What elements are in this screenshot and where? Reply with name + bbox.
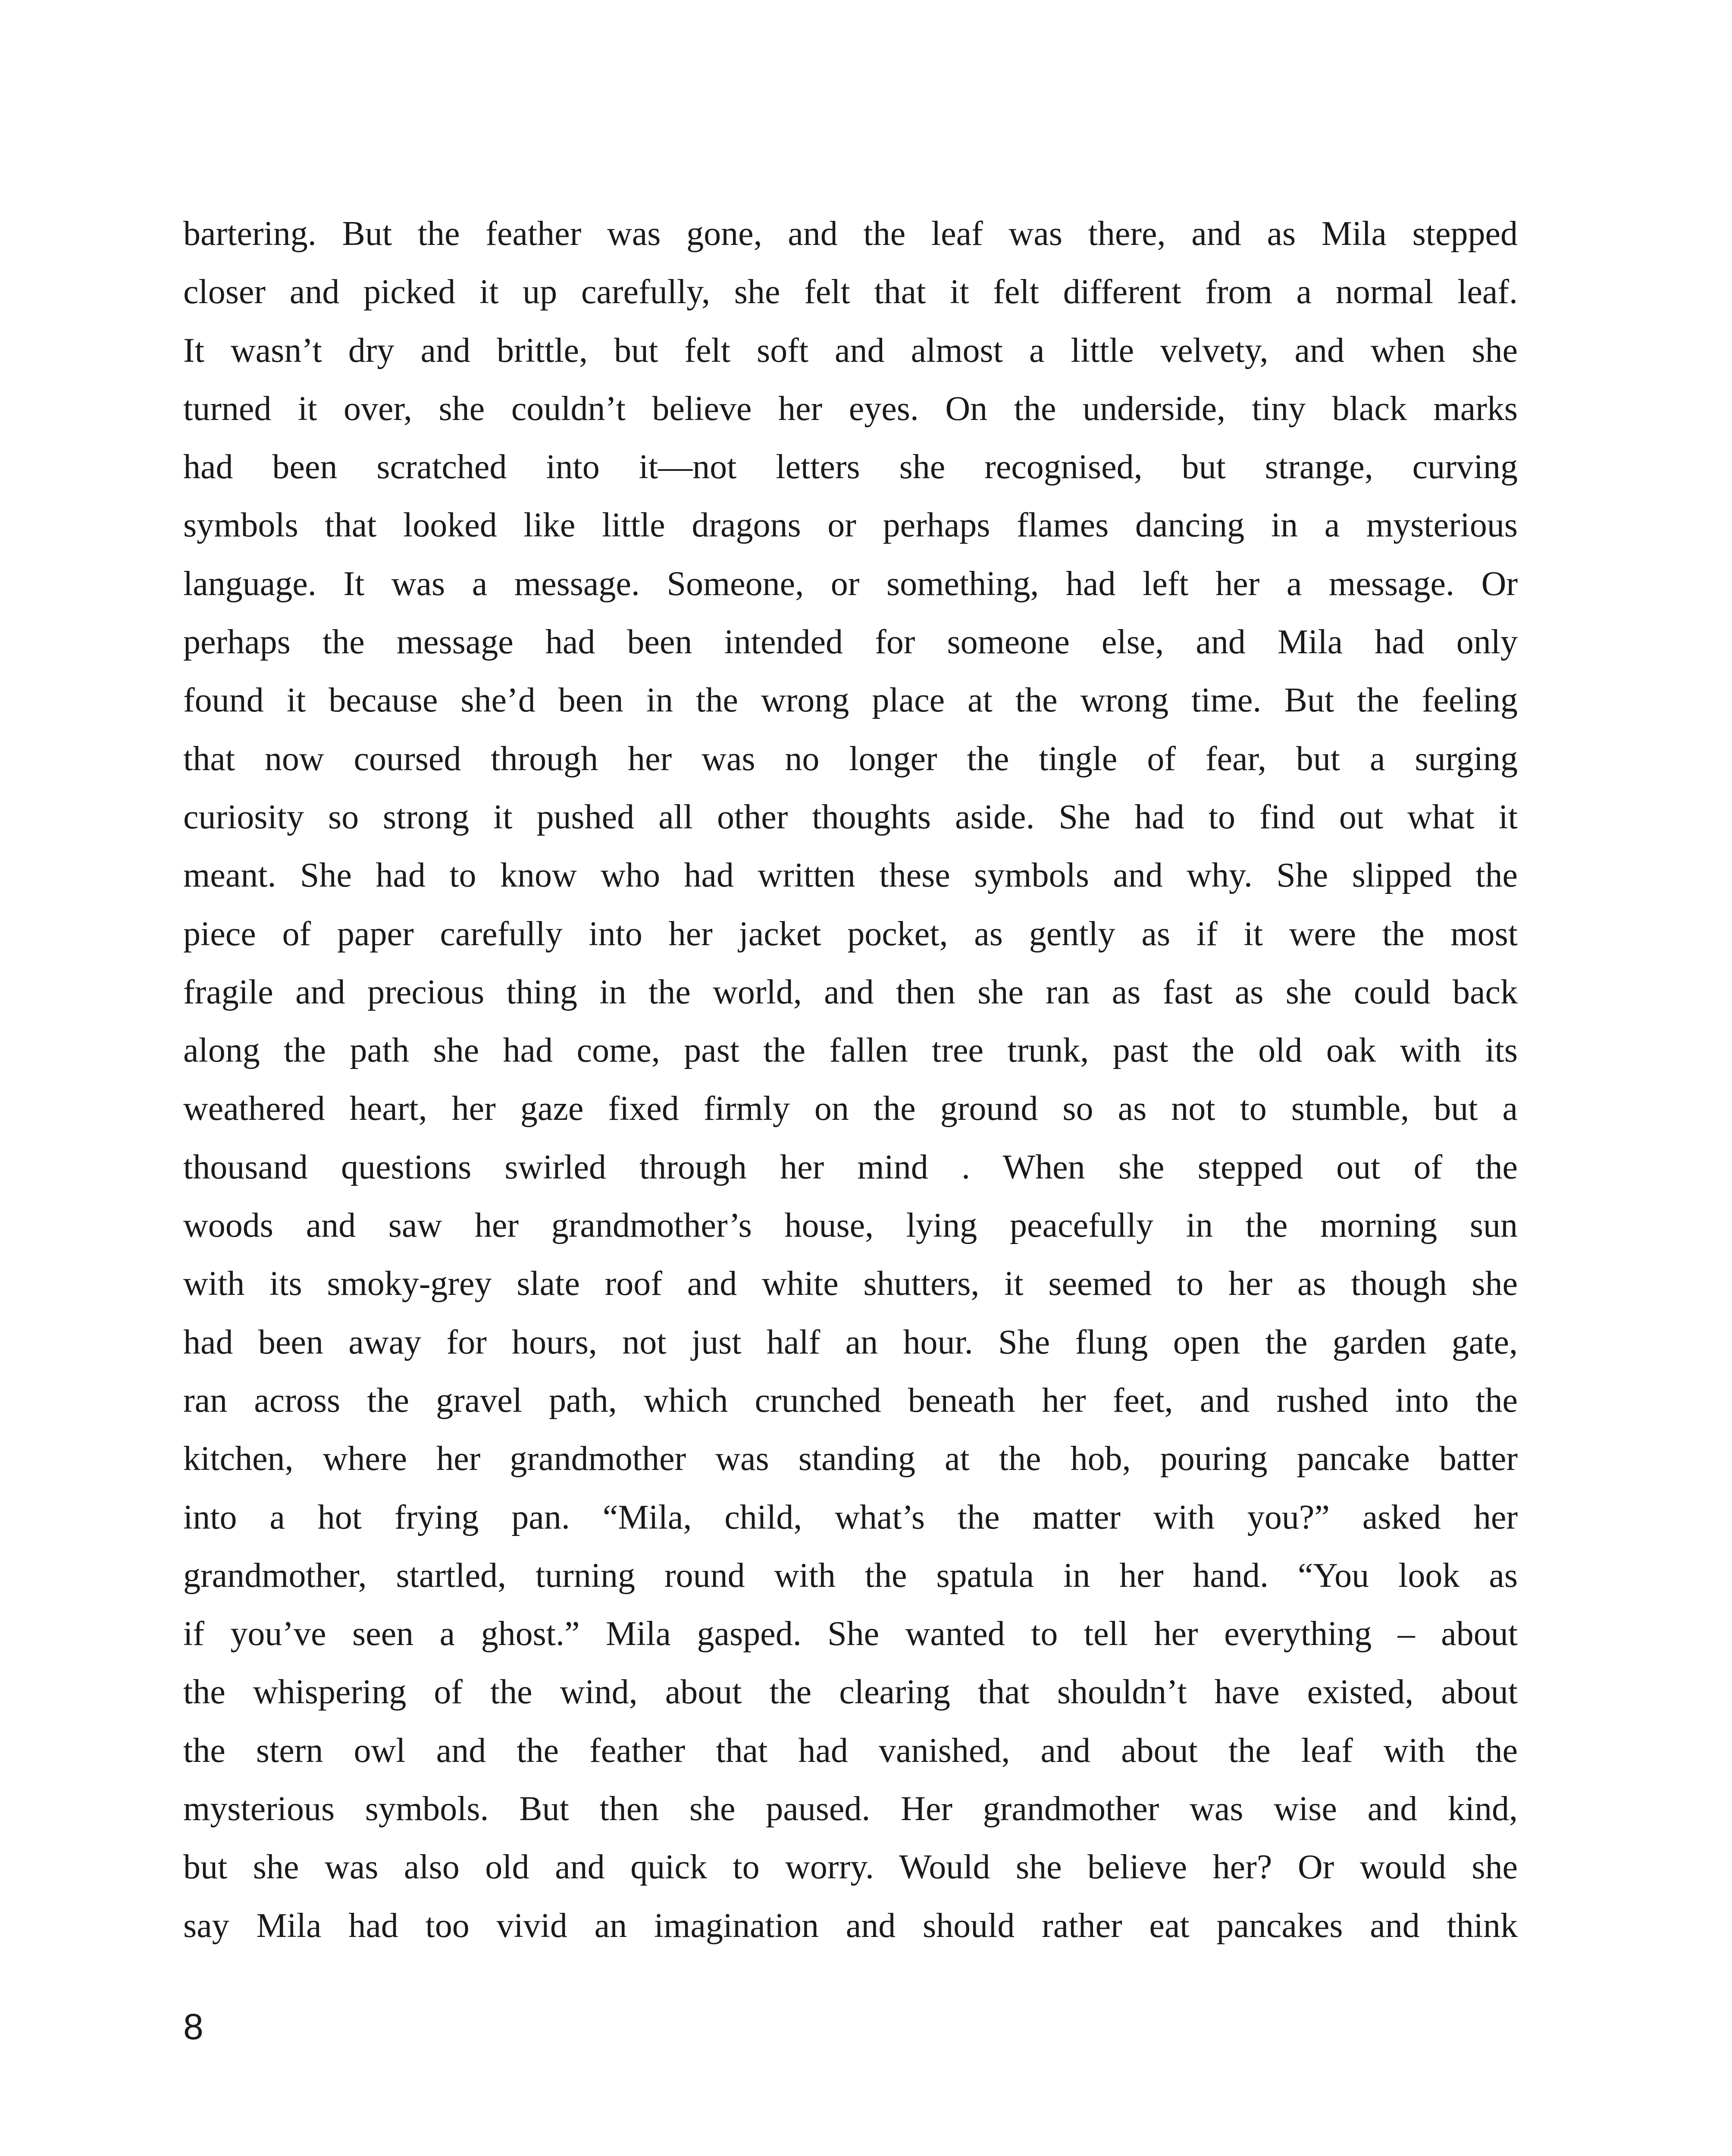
text-line: with its smoky-grey slate roof and white shutters, it seemed to her as though she xyxy=(183,1265,1518,1303)
text-line: the whispering of the wind, about the clearing that shouldn’t have existed, about xyxy=(183,1673,1518,1711)
body-text xyxy=(183,205,1518,1955)
text-line: weathered heart, her gaze fixed firmly on the ground so as not to stumble, but a xyxy=(183,1090,1518,1128)
text-line: grandmother, startled, turning round with the spatula in her hand. “You look as xyxy=(183,1556,1518,1595)
text-line: along the path she had come, past the fallen tree trunk, past the old oak with its xyxy=(183,1031,1518,1070)
text-line: kitchen, where her grandmother was standing at the hob, pouring pancake batter xyxy=(183,1440,1518,1478)
text-line: say Mila had too vivid an imagination and should rather eat pancakes and think xyxy=(183,1906,1518,1945)
text-line: mysterious symbols. But then she paused. Her grandmother was wise and kind, xyxy=(183,1790,1518,1828)
text-line: piece of paper carefully into her jacket pocket, as gently as if it were the most xyxy=(183,915,1518,953)
text-line: into a hot frying pan. “Mila, child, what’s the matter with you?” asked her xyxy=(183,1498,1518,1536)
text-line: if you’ve seen a ghost.” Mila gasped. She wanted to tell her everything – about xyxy=(183,1615,1518,1653)
text-line: perhaps the message had been intended for someone else, and Mila had only xyxy=(183,623,1518,661)
text-line: It wasn’t dry and brittle, but felt soft and almost a little velvety, and when she xyxy=(183,331,1518,370)
text-line: that now coursed through her was no longer the tingle of fear, but a surging xyxy=(183,740,1518,778)
text-line: had been scratched into it—not letters she recognised, but strange, curving xyxy=(183,448,1518,486)
text-line: symbols that looked like little dragons or perhaps flames dancing in a mysterious xyxy=(183,506,1518,545)
text-line: meant. She had to know who had written these symbols and why. She slipped the xyxy=(183,856,1518,895)
text-line: found it because she’d been in the wrong place at the wrong time. But the feeling xyxy=(183,681,1518,720)
text-line: thousand questions swirled through her mind . When she stepped out of the xyxy=(183,1148,1518,1186)
text-line: turned it over, she couldn’t believe her eyes. On the underside, tiny black marks xyxy=(183,389,1518,428)
text-line: the stern owl and the feather that had vanished, and about the leaf with the xyxy=(183,1731,1518,1770)
text-line: woods and saw her grandmother’s house, lying peacefully in the morning sun xyxy=(183,1206,1518,1245)
text-line: language. It was a message. Someone, or something, had left her a message. Or xyxy=(183,564,1518,603)
text-line: bartering. But the feather was gone, and the leaf was there, and as Mila stepped xyxy=(183,215,1518,253)
text-line: fragile and precious thing in the world, and then she ran as fast as she could back xyxy=(183,973,1518,1011)
text-line: curiosity so strong it pushed all other thoughts aside. She had to find out what it xyxy=(183,798,1518,836)
text-line: closer and picked it up carefully, she felt that it felt different from a normal leaf. xyxy=(183,273,1518,311)
text-line: had been away for hours, not just half an hour. She flung open the garden gate, xyxy=(183,1323,1518,1361)
text-line: ran across the gravel path, which crunched beneath her feet, and rushed into the xyxy=(183,1381,1518,1420)
text-line: but she was also old and quick to worry. Would she believe her? Or would she xyxy=(183,1848,1518,1887)
page-number: 8 xyxy=(183,2006,204,2047)
